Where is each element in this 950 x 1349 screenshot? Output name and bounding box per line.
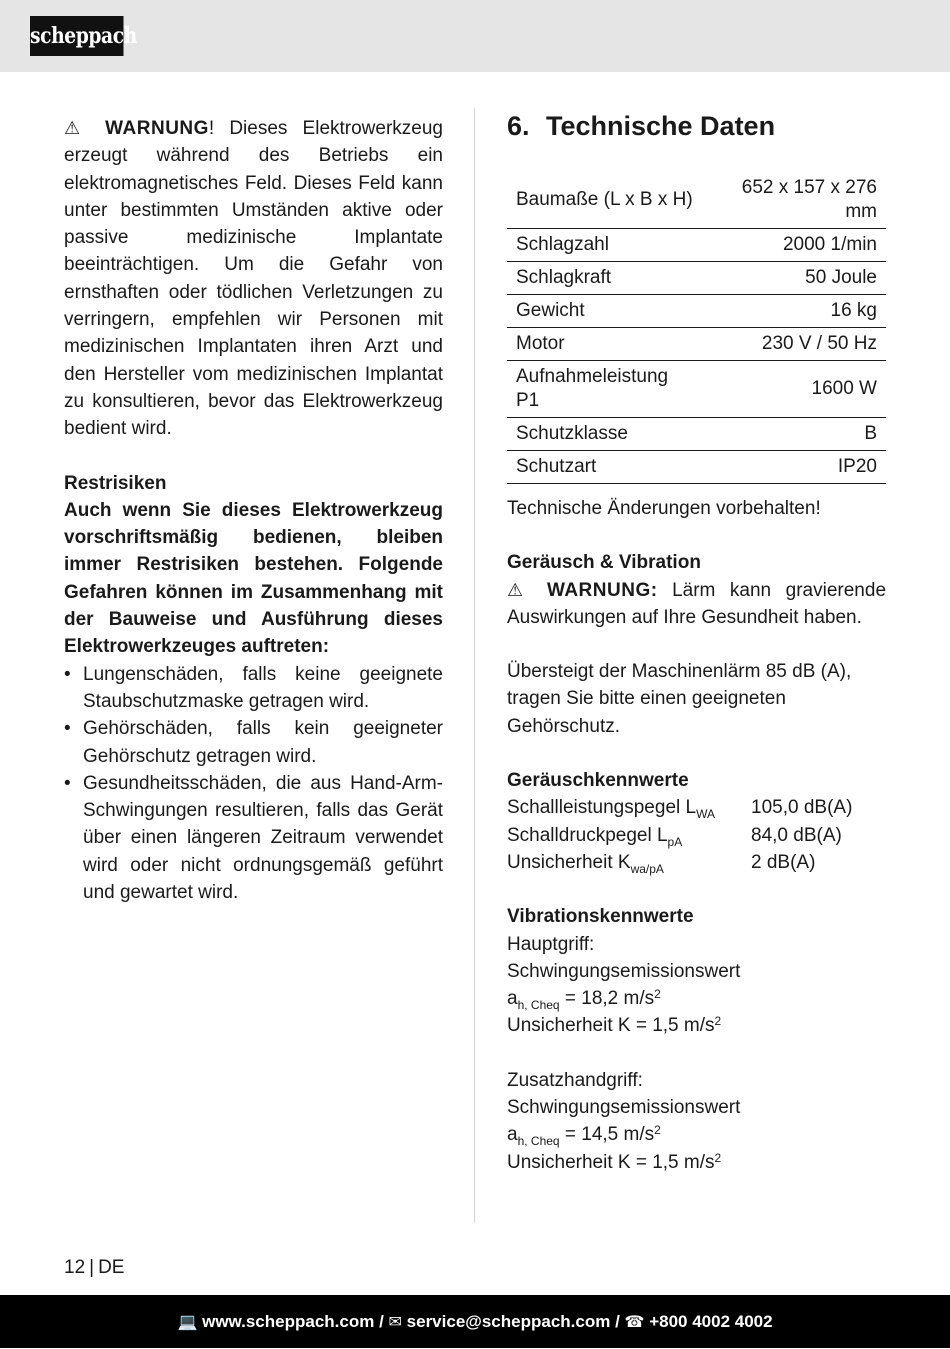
footer-bar: 💻 www.scheppach.com / ✉ service@scheppach.com / ☎ +800 4002 4002 [0, 1295, 950, 1348]
spec-label: Schutzklasse [507, 418, 705, 451]
spec-label: Aufnahmeleistung P1 [507, 361, 705, 418]
spec-value: 230 V / 50 Hz [705, 328, 886, 361]
noise-value-sub: WA [696, 807, 715, 822]
spec-value: 50 Joule [705, 262, 886, 295]
specs-table [507, 172, 886, 484]
list-item: • Gesundheitsschäden, die aus Hand-Arm-Schwingungen resultieren, falls das Gerät über einen längeren Zeitraum verwendet wird oder nicht ordnungsgemäß geführt und gewartet wird. [64, 770, 443, 906]
emission-value: $a_{h, Cheq} = 14,5$ $m/s^2$ [507, 1123, 661, 1149]
warning-text: ! Dieses Elektrowerkzeug erzeugt während des Betriebs ein elektromagnetisches Feld. Dieses Feld kann unter bestimmten Umständen aktive oder passive medizinische Implantate beeinträchtigen. Um die Gefahr von ernsthaften oder tödlichen Verletzungen zu verringern, empfehlen wir Personen mit medizinischen Implantaten ihren Arzt und den Hersteller vom medizinischen Implantat zu konsultieren, bevor das Elektrowerkzeug bedient wird. [64, 118, 443, 440]
page-number: 12 | DE [64, 1257, 125, 1278]
noise-vibration-heading: Geräusch & Vibration [507, 552, 701, 574]
residual-risks-intro: Auch wenn Sie dieses Elektrowerkzeug vorschriftsmäßig bedienen, bleiben immer Restrisiken bestehen. Folgende Gefahren können im Zusammenhang mit der Bauweise und Ausführung dieses Elektrowerkzeuges auftreten: [64, 499, 443, 658]
footer-email-link[interactable]: service@scheppach.com [406, 1312, 611, 1331]
noise-value-row [507, 794, 886, 821]
emission-label: Schwingungsemissionswert [507, 960, 741, 982]
left-column [64, 115, 443, 906]
noise-value: 84,0 dB(A) [751, 824, 842, 846]
list-item: • Gehörschäden, falls kein geeigneter Gehörschutz getragen wird. [64, 715, 443, 770]
warning-text: Lärm kann gravierende Auswirkungen auf Ihre Gesundheit haben. [507, 579, 887, 628]
table-row [507, 229, 886, 262]
grip-label: Hauptgriff: [507, 933, 595, 955]
noise-values-heading: Geräuschkennwerte [507, 770, 689, 792]
residual-risks-list [64, 661, 443, 907]
spec-label: Schutzart [507, 451, 705, 484]
warning-triangle-icon: ⚠ [64, 118, 90, 138]
vibration-group-aux [507, 1067, 886, 1176]
noise-value-label: Schalldruckpegel L [507, 824, 668, 846]
spec-value: B [705, 418, 886, 451]
spec-label: Schlagkraft [507, 262, 705, 295]
spec-value: 652 x 157 x 276 mm [705, 172, 886, 229]
column-divider [474, 108, 475, 1223]
spec-label: Gewicht [507, 295, 705, 328]
spec-value: 16 kg [705, 295, 886, 328]
spec-value: 2000 1/min [705, 229, 886, 262]
laptop-icon: 💻 [177, 1314, 198, 1331]
emf-warning [64, 115, 443, 443]
table-row [507, 172, 886, 229]
warning-triangle-icon: ⚠ [507, 579, 533, 600]
spec-label: Baumaße (L x B x H) [507, 172, 705, 229]
spec-value: IP20 [705, 451, 886, 484]
scheppach-logo: scheppach [30, 16, 124, 56]
noise-value-sub: pA [667, 834, 683, 849]
phone-icon: ☎ [624, 1314, 645, 1331]
mail-icon: ✉ [388, 1314, 402, 1331]
section-number: 6. [507, 111, 530, 141]
section-title [507, 108, 886, 144]
footer-phone-link[interactable]: +800 4002 4002 [649, 1312, 773, 1331]
table-row [507, 328, 886, 361]
noise-value-label: Schallleistungspegel L [507, 797, 697, 819]
noise-value: 2 dB(A) [751, 851, 816, 873]
spec-label: Schlagzahl [507, 229, 705, 262]
noise-value-row [507, 822, 886, 849]
noise-value: 105,0 dB(A) [751, 797, 853, 819]
warning-label: WARNUNG: [546, 579, 658, 601]
vibration-heading: Vibrationskennwerte [507, 906, 694, 928]
right-column [507, 108, 886, 1176]
changes-note: Technische Änderungen vorbehalten! [507, 498, 821, 519]
noise-value-sub: wa/pA [630, 861, 664, 876]
noise-value-label: Unsicherheit K [507, 851, 631, 873]
table-row [507, 418, 886, 451]
uncertainty-value: Unsicherheit K = 1,5 $m/s^2$ [507, 1150, 722, 1173]
section-title-text: Technische Daten [546, 111, 776, 141]
uncertainty-value: Unsicherheit K = 1,5 $m/s^2$ [507, 1014, 722, 1037]
spec-value: 1600 W [705, 361, 886, 418]
list-item: • Lungenschäden, falls keine geeignete Staubschutzmaske getragen wird. [64, 661, 443, 716]
emission-value: $a_{h, Cheq} = 18,2$ $m/s^2$ [507, 987, 661, 1013]
spec-label: Motor [507, 328, 705, 361]
warning-label: WARNUNG [105, 118, 209, 139]
hearing-protection-note: Übersteigt der Maschinenlärm 85 dB (A), tragen Sie bitte einen geeigneten Gehörschutz. [507, 661, 852, 737]
grip-label: Zusatzhandgriff: [507, 1069, 643, 1091]
table-row [507, 262, 886, 295]
table-row [507, 451, 886, 484]
table-row [507, 295, 886, 328]
table-row [507, 361, 886, 418]
footer-website-link[interactable]: www.scheppach.com [202, 1312, 375, 1331]
emission-label: Schwingungsemissionswert [507, 1097, 741, 1119]
noise-value-row [507, 849, 886, 876]
header-bar [0, 0, 950, 72]
vibration-group-main [507, 931, 886, 1040]
noise-warning [507, 577, 886, 632]
residual-risks-heading: Restrisiken [64, 472, 167, 494]
